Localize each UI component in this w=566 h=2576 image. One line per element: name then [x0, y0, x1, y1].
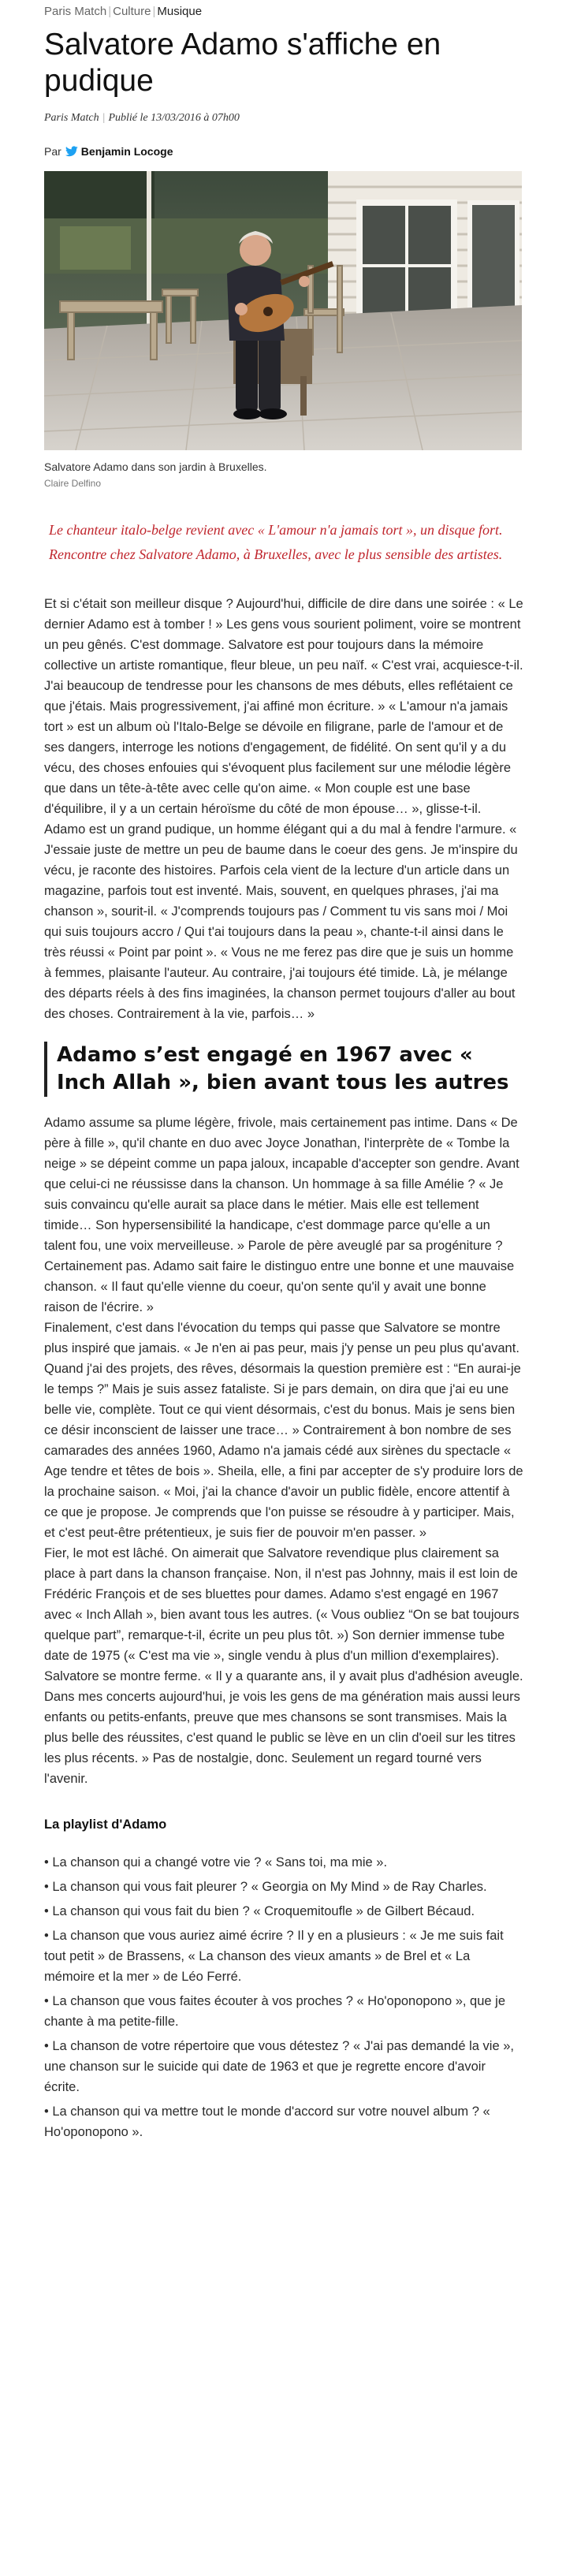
breadcrumb-separator: |	[108, 5, 112, 18]
meta-separator: |	[102, 112, 106, 124]
playlist-item: • La chanson que vous auriez aimé écrire ? Il y en a plusieurs : « Je me suis fait tout petit » de Brassens, « La chanson des vieux amants » de Brel et « La mémoire et la mer » de Léo Ferré.	[44, 1929, 504, 1984]
playlist-item: • La chanson que vous faites écouter à vos proches ? « Ho'oponopono », que je chante à ma petite-fille.	[44, 1994, 506, 2029]
playlist-item: • La chanson qui va mettre tout le monde d'accord sur votre nouvel album ? « Ho'oponopono ».	[44, 2104, 490, 2139]
playlist-item: • La chanson qui vous fait du bien ? « Croquemitoufle » de Gilbert Bécaud.	[44, 1904, 475, 1918]
playlist-item: • La chanson de votre répertoire que vous détestez ? « J'ai pas demandé la vie », une chanson sur le suicide qui date de 1963 et que je regrette encore d'avoir écrite.	[44, 2039, 514, 2094]
body-paragraph: Finalement, c'est dans l'évocation du temps qui passe que Salvatore se montre plus inspiré que jamais. « Je n'en ai pas peur, mais j'y pense un peu plus qu'avant. Quand j'ai des projets, des rêves, désormais la question première est : “En aurai-je le temps ?” Mais je suis assez fataliste. Si je pars demain, on dira que j'ai eu une belle vie, complète. Tout ce qui vient désormais, c'est du bonus. Mais je sens bien ce désir inconscient de laisser une trace… » Contrairement à bon nombre de ses camarades des années 1960, Adamo n'a jamais cédé aux sirènes du spectacle « Age tendre et têtes de bois ». Sheila, elle, a fini par accepter de s'y produire lors de la prochaine saison. « Moi, j'ai la chance d'avoir un public fidèle, encore attentif à ce que je propose. Je comprends que l'on puisse se résoudre à y participer. Mais, et c'est peut-être prétentieux, je suis fier de pouvoir m'en passer. »	[44, 1321, 523, 1540]
body-paragraph: Fier, le mot est lâché. On aimerait que Salvatore revendique plus clairement sa place à part dans la chanson française. Non, il n'est pas Johnny, mais il est loin de Frédéric François et de ses bluettes pour dames. Adamo s'est engagé en 1967 avec « Inch Allah », bien avant tous les autres. (« Vous oubliez “On se bat toujours quelque part”, remarque-t-il, écrite un peu plus tôt. ») Son dernier immense tube date de 1975 (« C'est ma vie », single vendu à plus d'un million d'exemplaires). Salvatore se montre ferme. « Il y a quarante ans, il y avait plus d'adhésion aveugle. Dans mes concerts aujourd'hui, je vois les gens de ma génération mais aussi leurs enfants ou petits-enfants, preuve que mes chansons se sont transmises. Mais la plus belle des réussites, c'est quand le public se lève en un clin d'oeil sur les titres les plus récents. » Pas de nostalgie, donc. Seulement un regard tourné vers l'avenir.	[44, 1546, 523, 1786]
source-name: Paris Match	[44, 112, 99, 124]
breadcrumb-item-culture[interactable]: Culture	[113, 5, 151, 18]
article-meta	[44, 112, 523, 128]
garden-photo-illustration	[44, 171, 522, 450]
byline-prefix: Par	[44, 145, 61, 158]
body-paragraph: Adamo assume sa plume légère, frivole, mais certainement pas intime. Dans « De père à fille », qu'il chante en duo avec Joyce Jonathan, l'interprète de « Tombe la neige » se dépeint comme un papa jaloux, incapable d'accepter son gendre. Avant que celui-ci ne réussisse dans la chanson. Un hommage à sa fille Amélie ? « Je suis convaincu qu'elle aurait sa place dans le métier. Mais elle est tellement timide… Son hypersensibilité la handicape, c'est dommage parce qu'elle a un talent fou, une voix merveilleuse. » Parole de père aveuglé par sa progéniture ? Certainement pas. Adamo sait faire le distinguo entre une bonne et une mauvaise chanson. « Il faut qu'elle vienne du coeur, qu'on sente qu'il y avait une bonne raison de l'écrire. »	[44, 1116, 519, 1314]
publish-date: Publié le 13/03/2016 à 07h00	[108, 112, 240, 124]
playlist-heading: La playlist d'Adamo	[44, 1817, 167, 1832]
byline	[44, 144, 523, 159]
playlist-item: • La chanson qui a changé votre vie ? « Sans toi, ma mie ».	[44, 1855, 388, 1870]
intertitle-heading: Adamo s’est engagé en 1967 avec « Inch Allah », bien avant tous les autres	[44, 1042, 523, 1097]
photo-caption: Salvatore Adamo dans son jardin à Bruxelles.	[44, 460, 267, 473]
playlist-item: • La chanson qui vous fait pleurer ? « Georgia on My Mind » de Ray Charles.	[44, 1880, 487, 1894]
photo-credit: Claire Delfino	[44, 478, 102, 489]
breadcrumb-item-paris-match[interactable]: Paris Match	[44, 5, 107, 18]
body-paragraph: Adamo est un grand pudique, un homme élégant qui a du mal à fendre l'armure. « J'essaie juste de mettre un peu de baume dans le coeur des gens. Je m'inspire du vécu, je raconte des histoires. Parfois cela vient de la lecture d'un article dans un magazine, parfois tout est inventé. Mais, souvent, en quelques phrases, j'ai ma chanson », sourit-il. « J'comprends toujours pas / Comment tu vis sans moi / Moi qui suis toujours accro / Qui t'ai toujours dans la peau », chante-t-il ainsi dans le très réussi « Point par point ». « Vous ne me ferez pas dire que je suis un homme à femmes, plaisante l'auteur. Au contraire, j'ai toujours été timide. Là, je mélange des départs réels à des fins imaginées, la chanson permet toujours d'aller au bout des choses. Contrairement à la vie, parfois… »	[44, 822, 518, 1021]
article-body	[44, 594, 523, 2142]
article-title: Salvatore Adamo s'affiche en pudique	[44, 28, 441, 98]
body-paragraph: Et si c'était son meilleur disque ? Aujourd'hui, difficile de dire dans une soirée : « Le dernier Adamo est à tomber ! » Les gens vous sourient poliment, voire se montrent un peu gênés. C'est dommage. Salvatore est pour toujours dans la mémoire collective un artiste romantique, fleur bleue, un peu naïf. « C'est vrai, acquiesce-t-il. J'ai beaucoup de tendresse pour les chansons de mes débuts, elles reflétaient ce que j'étais. Mais progressivement, j'ai affiné mon écriture. » « L'amour n'a jamais tort » est un album où l'Italo-Belge se dévoile en filigrane, parle de l'amour et de ses dangers, interroge les notions d'engagement, de fidélité. On sent qu'il y a du vécu, des choses enfouies qui s'évoquent plus facilement sur une mélodie légère que dans un tête-à-tête avec celle qu'on aime. « Mon couple est une base d'équilibre, il y a un certain héroïsme du côté de mon épouse… », glisse-t-il.	[44, 597, 523, 816]
article-lead: Le chanteur italo-belge revient avec « L'amour n'a jamais tort », un disque fort. Rencontre chez Salvatore Adamo, à Bruxelles, avec le plus sensible des artistes.	[49, 522, 503, 562]
breadcrumb-separator: |	[152, 5, 156, 18]
twitter-icon[interactable]	[65, 146, 78, 157]
author-link[interactable]: Benjamin Locoge	[80, 145, 173, 158]
article-photo	[44, 171, 522, 450]
breadcrumb-item-musique[interactable]: Musique	[157, 5, 203, 18]
playlist-list	[44, 1852, 523, 2142]
breadcrumb	[44, 0, 523, 21]
